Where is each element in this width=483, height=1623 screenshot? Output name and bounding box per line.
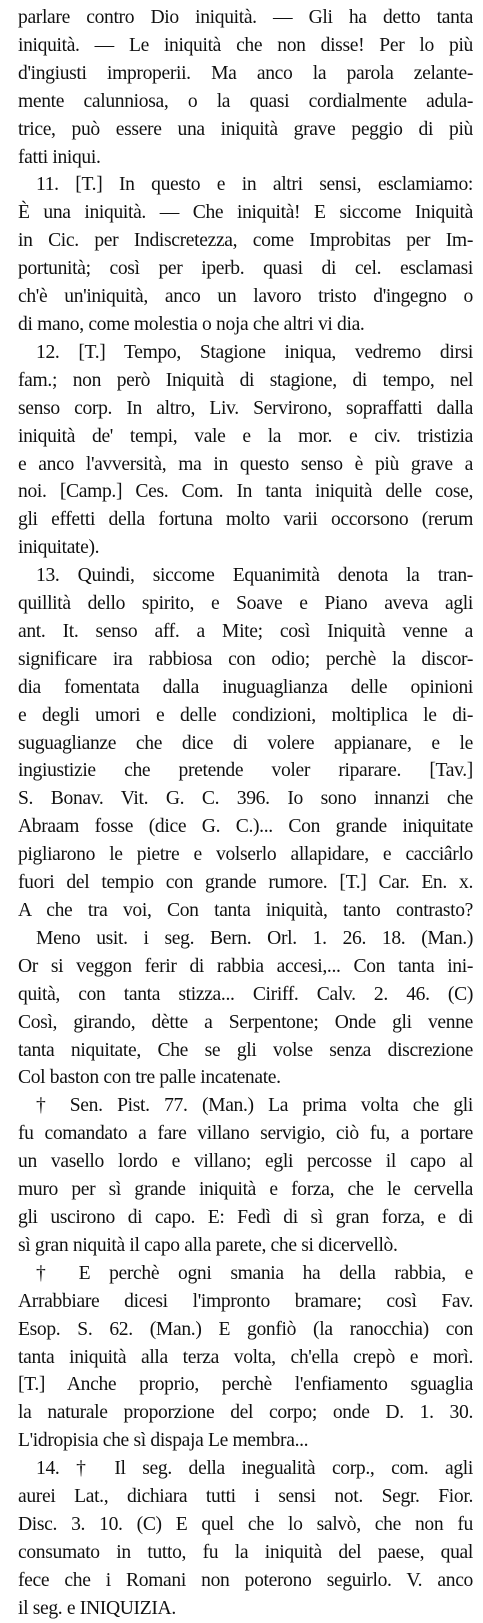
text-line: e anco l'avversità, ma in questo senso è più grave a [18, 453, 473, 475]
text-line: aurei Lat., dichiara tutti i sensi not. Segr. Fior. [18, 1486, 473, 1508]
text-line: il seg. e INIQUIZIA. [18, 1597, 176, 1619]
text-line: Or si veggon ferir di rabbia accesi,... Con tanta ini- [18, 955, 473, 977]
text-line: gli effetti della fortuna molto varii occorsono (rerum [18, 509, 473, 531]
text-line: 11. [T.] In questo e in altri sensi, esclamiamo: [36, 174, 473, 196]
text-line: ingiustizie che pretende voler riparare. [Tav.] [18, 760, 473, 782]
text-line: fu comandato a fare villano servigio, ciò fu, a portare [18, 1123, 473, 1145]
text-line: Col baston con tre palle incatenate. [18, 1067, 281, 1089]
text-line: pigliarono le pietre e volserlo allapidare, e cacciârlo [18, 844, 473, 866]
text-line: la naturale proporzione del corpo; onde D. 1. 30. [18, 1402, 473, 1424]
text-line: Così, girando, dètte a Serpentone; Onde gli venne [18, 1011, 473, 1033]
text-line: tanta niquitate, Che se gli volse senza discrezione [18, 1039, 473, 1061]
text-line: Abraam fosse (dice G. C.)... Con grande iniquitate [18, 816, 473, 838]
text-line: 12. [T.] Tempo, Stagione iniqua, vedremo dirsi [36, 341, 473, 363]
text-line: dia fomentata dalla inuguaglianza delle opinioni [18, 676, 473, 698]
text-line: e degli umori e delle condizioni, moltiplica le di- [18, 704, 473, 726]
text-line: fece che i Romani non poterono seguirlo. V. anco [18, 1569, 473, 1591]
text-line: quità, con tanta stizza... Ciriff. Calv. 2. 46. (C) [18, 983, 473, 1005]
text-line: mente calunniosa, o la quasi cordialmente adula- [18, 90, 473, 112]
text-line: di mano, come molestia o noja che altri vi dia. [18, 313, 365, 335]
text-line: iniquità de' tempi, vale e la mor. e civ. tristizia [18, 425, 473, 447]
text-line: fam.; non però Iniquità di stagione, di tempo, nel [18, 369, 473, 391]
text-line: noi. [Camp.] Ces. Com. In tanta iniquità delle cose, [18, 481, 473, 503]
text-line: † E perchè ogni smania ha della rabbia, e [36, 1262, 473, 1284]
text-line: iniquitate). [18, 537, 100, 559]
text-line: significare ira rabbiosa con odio; perchè la discor- [18, 648, 473, 670]
text-line: † Sen. Pist. 77. (Man.) La prima volta che gli [36, 1095, 473, 1117]
text-line: trice, può essere una iniquità grave peggio di più [18, 118, 473, 140]
text-line: quillità dello spirito, e Soave e Piano aveva agli [18, 593, 473, 615]
text-line: gli uscirono di capo. E: Fedì di sì gran forza, e di [18, 1206, 473, 1228]
text-line: fatti iniqui. [18, 146, 101, 168]
text-line: L'idropisia che sì dispaja Le membra... [18, 1430, 309, 1452]
text-line: Esop. S. 62. (Man.) E gonfiò (la ranocchia) con [18, 1318, 473, 1340]
text-line: Arrabbiare dicesi l'impronto bramare; così Fav. [18, 1290, 473, 1312]
text-line: ch'è un'iniquità, anco un lavoro tristo d'ingegno o [18, 286, 473, 308]
text-line: fuori del tempio con grande rumore. [T.] Car. En. x. [18, 872, 473, 894]
text-line: È una iniquità. — Che iniquità! E siccome Iniquità [18, 202, 473, 224]
text-line: ant. It. senso aff. a Mite; così Iniquità venne a [18, 620, 473, 642]
text-line: suguaglianze che dice di volere appianare, e le [18, 732, 473, 754]
text-line: [T.] Anche proprio, perchè l'enfiamento sguaglia [18, 1374, 473, 1396]
text-line: sì gran niquità il capo alla parete, che si dicervellò. [18, 1234, 398, 1256]
text-line: in Cic. per Indiscretezza, come Improbitas per Im- [18, 230, 473, 252]
text-line: 13. Quindi, siccome Equanimità denota la tran- [36, 565, 473, 587]
text-line: muro per sì grande iniquità e forza, che le cervella [18, 1179, 473, 1201]
text-line: un vasello lordo e villano; egli percosse il capo al [18, 1151, 473, 1173]
text-line: Disc. 3. 10. (C) E quel che lo salvò, che non fu [18, 1513, 473, 1535]
text-line: portunità; così per iperb. quasi di cel. esclamasi [18, 258, 473, 280]
text-line: S. Bonav. Vit. G. C. 396. Io sono innanzi che [18, 788, 473, 810]
text-line: parlare contro Dio iniquità. — Gli ha detto tanta [18, 7, 473, 28]
text-line: iniquità. — Le iniquità che non disse! Per lo più [18, 34, 473, 56]
text-line: consumato in tutto, fu la iniquità del paese, qual [18, 1541, 473, 1563]
text-line: d'ingiusti improperii. Ma anco la parola zelante- [18, 62, 473, 84]
text-line: A che tra voi, Con tanta iniquità, tanto contrasto? [18, 900, 473, 921]
text-line: 14. † Il seg. della inegualità corp., com. agli [36, 1458, 473, 1480]
text-line: tanta iniquità alla terza volta, ch'ella crepò e morì. [18, 1346, 473, 1368]
text-line: Meno usit. i seg. Bern. Orl. 1. 26. 18. (Man.) [36, 927, 473, 949]
text-line: senso corp. In altro, Liv. Servirono, sopraffatti dalla [18, 397, 473, 419]
